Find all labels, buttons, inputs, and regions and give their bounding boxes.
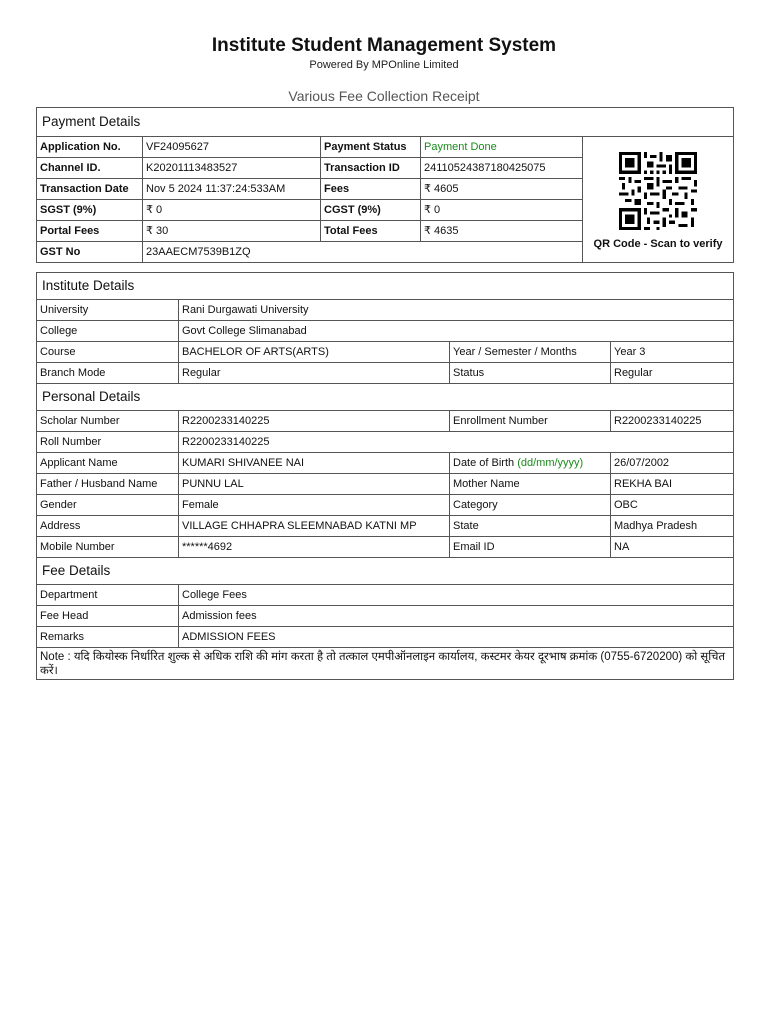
gender-label: Gender [37,495,179,516]
applicant-name-value: KUMARI SHIVANEE NAI [179,453,450,474]
channel-id-label: Channel ID. [37,158,143,179]
transaction-date-value: Nov 5 2024 11:37:24:533AM [143,179,321,200]
channel-id-value: K20201113483527 [143,158,321,179]
note-text: Note : यदि कियोस्क निर्धारित शुल्क से अधिक राशि की मांग करता है तो तत्काल एमपीऑनलाइन कार्यालय, कस्टमर केयर दूरभाष क्रमांक (0755-6720200) को सूचित करें। [37,648,734,680]
category-value: OBC [611,495,734,516]
department-label: Department [37,585,179,606]
application-no-label: Application No. [37,137,143,158]
year-value: Year 3 [611,342,734,363]
institute-details-heading: Institute Details [37,273,734,300]
roll-number-label: Roll Number [37,432,179,453]
address-value: VILLAGE CHHAPRA SLEEMNABAD KATNI MP [179,516,450,537]
gender-value: Female [179,495,450,516]
student-details-table [36,272,734,680]
college-label: College [37,321,179,342]
email-label: Email ID [450,537,611,558]
course-label: Course [37,342,179,363]
page-subtitle: Powered By MPOnline Limited [309,59,459,71]
cgst-label: CGST (9%) [321,200,421,221]
fees-value: ₹ 4605 [421,179,583,200]
fees-label: Fees [321,179,421,200]
application-no-value: VF24095627 [143,137,321,158]
scholar-number-value: R2200233140225 [179,411,450,432]
qr-code-icon [619,152,697,230]
dob-label-cell [450,453,611,474]
father-name-label: Father / Husband Name [37,474,179,495]
enrollment-number-value: R2200233140225 [611,411,734,432]
transaction-date-label: Transaction Date [37,179,143,200]
address-label: Address [37,516,179,537]
remarks-label: Remarks [37,627,179,648]
gst-no-value: 23AAECM7539B1ZQ [143,242,583,263]
father-name-value: PUNNU LAL [179,474,450,495]
payment-details-table [36,107,734,263]
enrollment-number-label: Enrollment Number [450,411,611,432]
transaction-id-value: 24110524387180425075 [421,158,583,179]
total-fees-value: ₹ 4635 [421,221,583,242]
status-value: Regular [611,363,734,384]
qr-code-cell [583,137,734,263]
fee-head-value: Admission fees [179,606,734,627]
branch-mode-value: Regular [179,363,450,384]
email-value: NA [611,537,734,558]
university-value: Rani Durgawati University [179,300,734,321]
page-title: Institute Student Management System [211,35,557,56]
dob-label: Date of Birth [453,457,515,469]
payment-status-value: Payment Done [421,137,583,158]
payment-details-heading: Payment Details [37,108,734,137]
gst-no-label: GST No [37,242,143,263]
fee-details-heading: Fee Details [37,558,734,585]
dob-format: (dd/mm/yyyy) [517,457,584,469]
portal-fees-value: ₹ 30 [143,221,321,242]
sgst-value: ₹ 0 [143,200,321,221]
remarks-value: ADMISSION FEES [179,627,734,648]
dob-value: 26/07/2002 [611,453,734,474]
state-label: State [450,516,611,537]
roll-number-value: R2200233140225 [179,432,734,453]
university-label: University [37,300,179,321]
mother-name-value: REKHA BAI [611,474,734,495]
department-value: College Fees [179,585,734,606]
applicant-name-label: Applicant Name [37,453,179,474]
mother-name-label: Mother Name [450,474,611,495]
payment-status-label: Payment Status [321,137,421,158]
total-fees-label: Total Fees [321,221,421,242]
qr-code-label: QR Code - Scan to verify [593,237,723,250]
status-label: Status [450,363,611,384]
mobile-number-label: Mobile Number [37,537,179,558]
state-value: Madhya Pradesh [611,516,734,537]
sgst-label: SGST (9%) [37,200,143,221]
receipt-title: Various Fee Collection Receipt [288,88,480,104]
year-label: Year / Semester / Months [450,342,611,363]
course-value: BACHELOR OF ARTS(ARTS) [179,342,450,363]
scholar-number-label: Scholar Number [37,411,179,432]
category-label: Category [450,495,611,516]
personal-details-heading: Personal Details [37,384,734,411]
transaction-id-label: Transaction ID [321,158,421,179]
portal-fees-label: Portal Fees [37,221,143,242]
fee-head-label: Fee Head [37,606,179,627]
cgst-value: ₹ 0 [421,200,583,221]
college-value: Govt College Slimanabad [179,321,734,342]
mobile-number-value: ******4692 [179,537,450,558]
branch-mode-label: Branch Mode [37,363,179,384]
